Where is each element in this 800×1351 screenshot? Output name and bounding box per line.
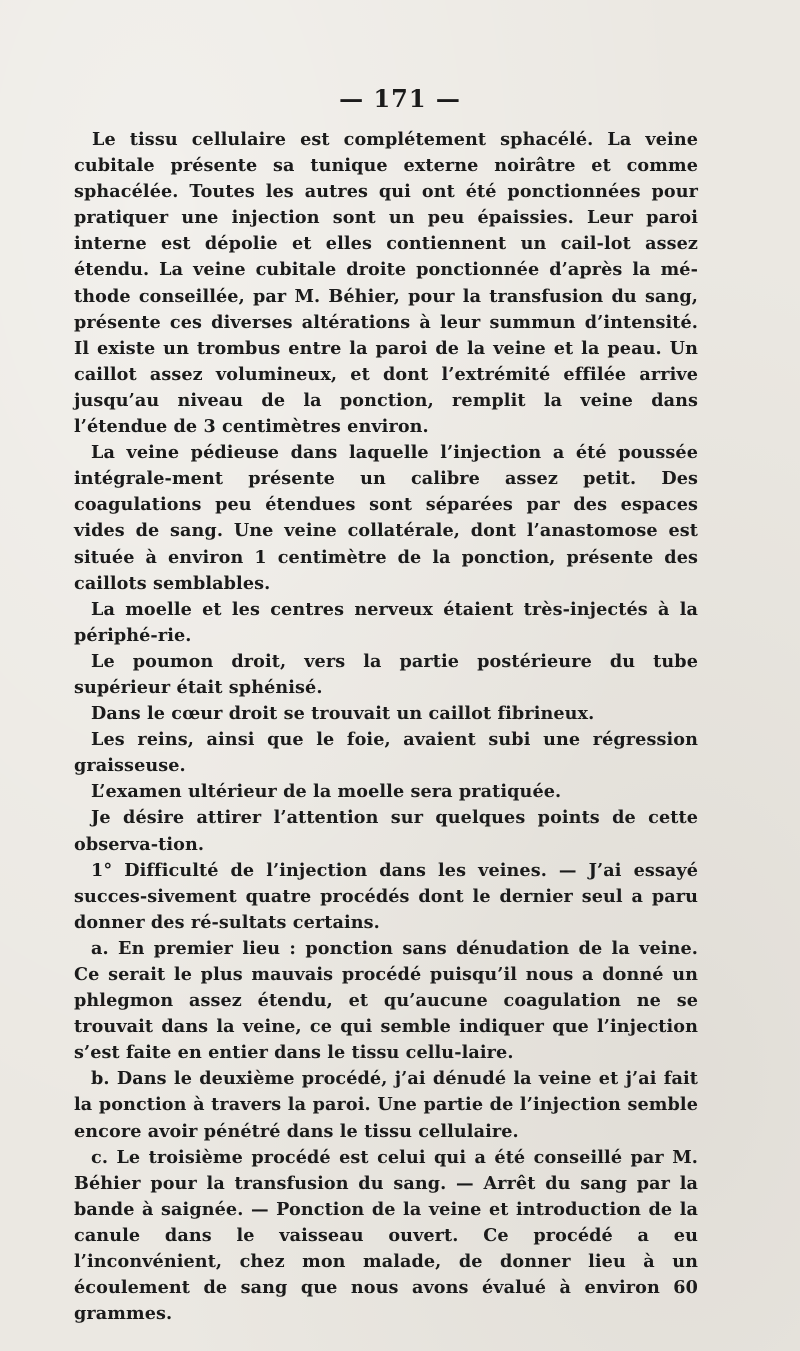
paragraph-right-lung: Le poumon droit, vers la partie postérieure du tube supérieur était sphénisé. — [74, 650, 698, 698]
paragraph-procedure-b: b. Dans le deuxième procédé, j’ai dénudé la veine et j’ai fait la ponction à travers la paroi. Une partie de l’injection semble encore avoir pénétré dans le tissu cellulaire. — [74, 1068, 698, 1142]
paragraph-spinal-cord: La moelle et les centres nerveux étaient très-injectés à la périphé-rie. — [74, 598, 698, 646]
paragraph-heart: Dans le cœur droit se trouvait un caillot fibrineux. — [91, 703, 595, 725]
page-number: — 171 — — [339, 84, 461, 113]
paragraph-procedure-c: c. Le troisième procédé est celui qui a été conseillé par M. Béhier pour la transfusion du sang. — Arrêt du sang par la bande à saignée. — Ponction de la veine et introduction de la canule dans le vaisseau ouvert. Ce procédé a eu l’inconvénient, chez mon malade, de donner lieu à un écoulement de sang que nous avons évalué à environ 60 grammes. — [74, 1146, 698, 1325]
paragraph-point-1: 1° Difficulté de l’injection dans les veines. — J’ai essayé succes-sivement quatre procédés dont le dernier seul a paru donner des ré-sultats certains. — [74, 859, 698, 933]
body-text — [74, 127, 698, 1327]
paragraph-pedal-vein: La veine pédieuse dans laquelle l’injection a été poussée intégrale-ment présente un calibre assez petit. Des coagulations peu étendues sont séparées par des espaces vides de sang. Une veine collatérale, dont l’anastomose est située à environ 1 centimètre de la ponction, présente des caillots semblables. — [74, 442, 698, 594]
paragraph-kidneys-liver: Les reins, ainsi que le foie, avaient subi une régression graisseuse. — [74, 729, 698, 777]
paragraph-procedure-a: a. En premier lieu : ponction sans dénudation de la veine. Ce serait le plus mauvais procédé puisqu’il nous a donné un phlegmon assez étendu, et qu’aucune coagulation ne se trouvait dans la veine, ce qui semble indiquer que l’injection s’est faite en entier dans le tissu cellu-laire. — [74, 937, 698, 1064]
paragraph-attention: Je désire attirer l’attention sur quelques points de cette observa-tion. — [74, 807, 698, 855]
paragraph-autopsy-veins: Le tissu cellulaire est complétement sphacélé. La veine cubitale présente sa tunique externe noirâtre et comme sphacélée. Toutes les autres qui ont été ponctionnées pour pratiquer une injection sont un peu épaissies. Leur paroi interne est dépolie et elles contiennent un cail-lot assez étendu. La veine cubitale droite ponctionnée d’après la mé-thode conseillée, par M. Béhier, pour la transfusion du sang, présente ces diverses altérations à leur summun d’intensité. Il existe un trombus entre la paroi de la veine et la peau. Un caillot assez volumineux, et dont l’extrémité effilée arrive jusqu’au niveau de la ponction, remplit la veine dans l’étendue de 3 centimètres environ. — [74, 129, 698, 438]
paragraph-further-exam: L’examen ultérieur de la moelle sera pratiquée. — [91, 781, 562, 803]
